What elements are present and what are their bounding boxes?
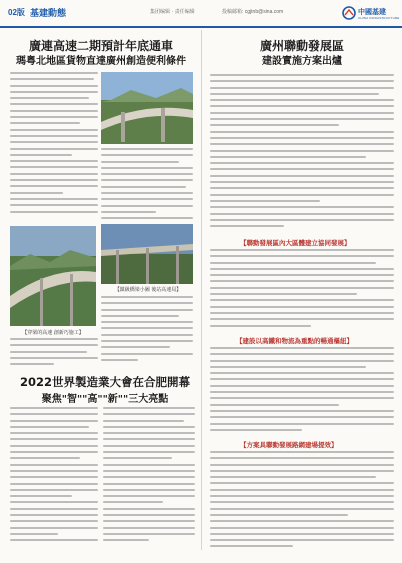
left-subheadline: 瑪粤北地區貨物直達廣州創造便利條件	[16, 56, 186, 67]
right-section-head-3: 【方案具聯動發展路網建場提效】	[240, 441, 338, 449]
logo-text: 中國基建	[358, 8, 386, 16]
left-col-text-b	[101, 148, 193, 222]
left-lower-text-b	[101, 296, 193, 368]
logo-subtext: CHINA INFRASTRUCTURE	[358, 16, 400, 20]
masthead-logo	[342, 4, 398, 22]
right-intro-text	[210, 74, 394, 234]
editor-line: 集团编辑 · 责任编辑	[150, 9, 195, 15]
right-headline: 廣州聯動發展區	[259, 39, 344, 53]
right-section-head-2: 【建設以高鐵和物流為重點的暢通樞紐】	[236, 337, 353, 345]
bottom-text-left	[10, 407, 98, 553]
highway-photo-top	[101, 72, 193, 144]
right-subheadline: 建設實施方案出爐	[262, 56, 342, 67]
bottom-subheadline: 聚焦"智""高""新""三大亮點	[41, 394, 169, 405]
column-divider	[201, 30, 202, 550]
left-intro-text	[10, 72, 98, 222]
highway-photo-bottom	[10, 226, 96, 326]
right-section-head-1: 【聯動發展區內大區體建立協同發展】	[240, 239, 351, 247]
right-section-2-text	[210, 347, 394, 437]
highway-photo-caption: 【穿梁的高速 創新巧施工】	[22, 330, 84, 336]
contact-email: 投稿邮箱: cgjtnb@sina.com	[222, 9, 284, 15]
left-headline: 廣連高速二期預計年底通車	[28, 39, 173, 53]
bridge-photo	[101, 224, 193, 284]
bottom-headline: 2022世界製造業大會在合肥開幕	[19, 375, 190, 389]
logo-icon	[342, 6, 356, 20]
left-lower-text	[10, 338, 98, 368]
section-title: 基建動態	[30, 9, 67, 19]
bridge-photo-caption: 【鎮級橋梁小圖 後站高速局】	[114, 287, 182, 293]
page-header	[0, 0, 402, 28]
bottom-text-right	[103, 407, 195, 553]
right-section-1-text	[210, 249, 394, 333]
page-number: 02版	[8, 8, 25, 17]
right-section-3-text	[210, 451, 394, 553]
